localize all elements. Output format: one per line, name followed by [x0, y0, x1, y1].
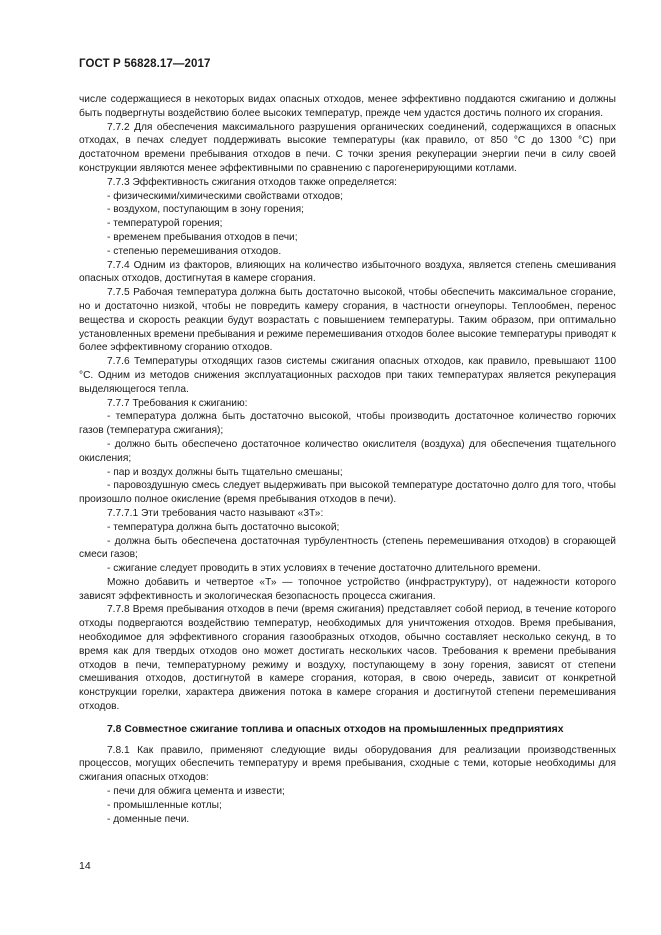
paragraph: - должна быть обеспечена достаточная турбулентность (степень перемешивания отходов) в сгорающей смеси газов;	[79, 535, 616, 561]
paragraph: 7.7.7 Требования к сжиганию:	[107, 397, 248, 409]
document-id-header: ГОСТ Р 56828.17—2017	[79, 58, 211, 70]
page-number: 14	[79, 860, 91, 872]
list-item: - доменные печи.	[107, 813, 190, 825]
paragraph: числе содержащиеся в некоторых видах опасных отходов, менее эффективно поддаются сжиганию и должны быть подвергнуты воздействию более высоких температур, прежде чем удастся достичь полного их сгорания.	[79, 94, 616, 119]
paragraph: 7.7.7.1 Эти требования часто называют «3Т»:	[107, 507, 324, 519]
paragraph: 7.7.4 Одним из факторов, влияющих на количество избыточного воздуха, является степень смешивания опасных отходов, достигнутая в камере сгорания.	[79, 259, 616, 285]
paragraph: 7.7.2 Для обеспечения максимального разрушения органических соединений, содержащихся в опасных отходах, в печах следует поддерживать высокие температуры (как правило, от 850 °С до 1300 °С) при достаточном времени пребывания отходов в печи. С точки зрения рекуперации энергии печи в силу своей конструкции являются менее эффективными по сравнению с парогенерирующими котлами.	[79, 121, 616, 174]
paragraph: - температура должна быть достаточно высокой;	[107, 521, 340, 533]
body-text	[79, 93, 616, 826]
paragraph: 7.8.1 Как правило, применяют следующие виды оборудования для реализации производственных процессов, могущих обеспечить температуру и время пребывания, сходные с теми, которые необходимы для сжигания опасных отходов:	[79, 744, 616, 784]
list-item: - печи для обжига цемента и извести;	[107, 786, 285, 798]
section-heading: 7.8 Совместное сжигание топлива и опасных отходов на промышленных предприятиях	[107, 723, 564, 735]
paragraph: Можно добавить и четвертое «Т» — топочное устройство (инфраструктуру), от надежности которого зависят эффективность и экологическая безопасность процесса сжигания.	[79, 576, 616, 602]
paragraph: - паровоздушную смесь следует выдерживать при высокой температуре достаточно долго для того, чтобы произошло полное окисление (время пребывания отходов в печи).	[79, 480, 616, 506]
paragraph: 7.7.8 Время пребывания отходов в печи (время сжигания) представляет собой период, в течение которого отходы подвергаются воздействию температур, необходимых для уничтожения отходов. Время пребывания, необходимое для эффективного сгорания газообразных отходов, обычно составляет несколько секунд, в то время как для твердых отходов оно может достигать нескольких часов. Требования к времени пребывания отходов в печи, температурному режиму и воздуху, поступающему в зону горения, зависят от степени смешивания отходов, достигнутой в камере сгорания, которая, в свою очередь, зависит от конкретной конструкции горелки, характера движения потока в камере сгорания и достигнутой степени перемешивания отходов.	[79, 604, 616, 713]
paragraph: 7.7.6 Температуры отходящих газов системы сжигания опасных отходов, как правило, превышают 1100 °С. Одним из методов снижения эксплуатационных расходов при таких температурах является рекуперация выделяющегося тепла.	[79, 356, 616, 395]
list-item: - температурой горения;	[107, 218, 223, 230]
paragraph: 7.7.3 Эффективность сжигания отходов также определяется:	[107, 176, 398, 188]
paragraph: - температура должна быть достаточно высокой, чтобы производить достаточное количество горючих газов (температура сжигания);	[79, 411, 616, 437]
paragraph: - сжигание следует проводить в этих условиях в течение достаточно длительного времени.	[107, 563, 541, 575]
paragraph: - должно быть обеспечено достаточное количество окислителя (воздуха) для обеспечения тщательного окисления;	[79, 438, 616, 464]
list-item: - физическими/химическими свойствами отходов;	[107, 190, 343, 202]
list-item: - временем пребывания отходов в печи;	[107, 231, 298, 243]
paragraph: - пар и воздух должны быть тщательно смешаны;	[107, 466, 343, 478]
list-item: - промышленные котлы;	[107, 799, 222, 811]
paragraph: 7.7.5 Рабочая температура должна быть достаточно высокой, чтобы обеспечить максимальное сгорание, но и достаточно низкой, чтобы не повредить камеру сгорания, в частности огнеупоры. Теплообмен, перенос вещества и скорость реакции будут возрастать с повышением температуры. Таким образом, при оптимально установленных времени пребывания и режиме перемешивания отходов более высокие температуры приводят к более эффективному сгоранию отходов.	[79, 287, 616, 354]
list-item: - степенью перемешивания отходов.	[107, 245, 282, 257]
list-item: - воздухом, поступающим в зону горения;	[107, 204, 304, 216]
